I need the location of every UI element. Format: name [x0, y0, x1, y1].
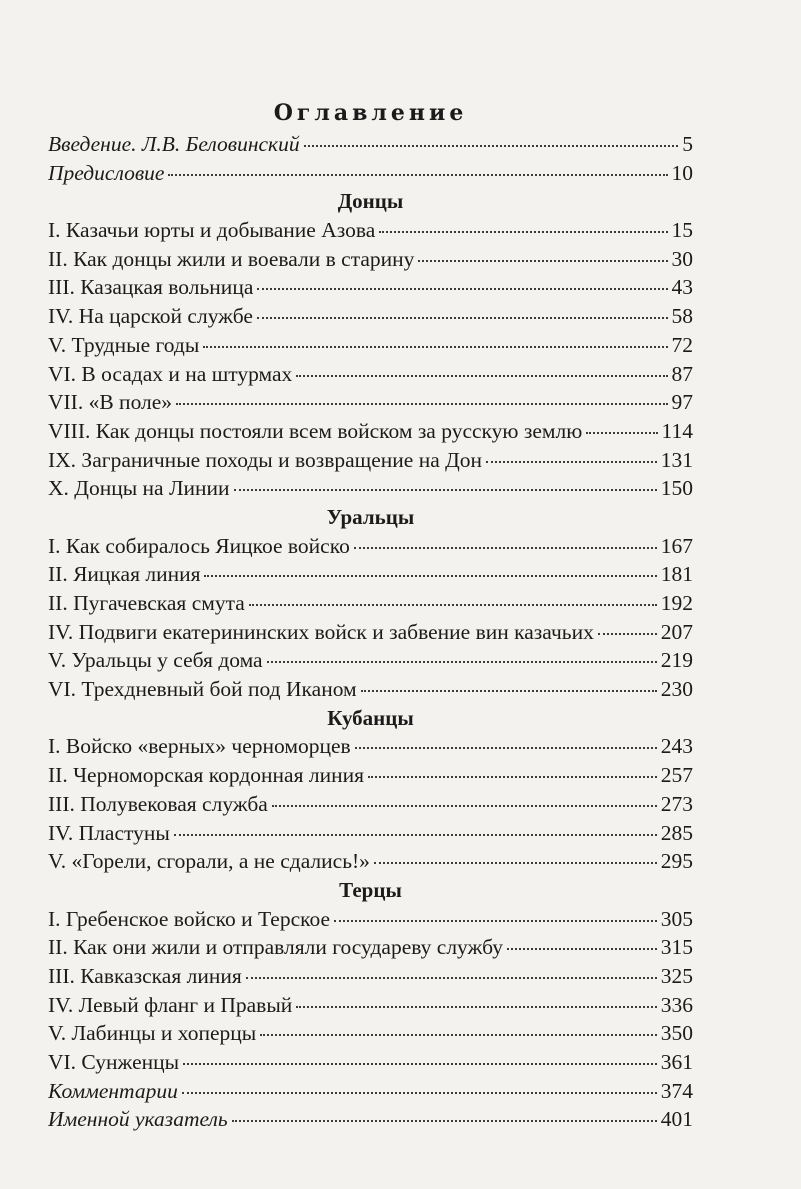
- toc-entry-page: 192: [660, 591, 693, 615]
- dot-leader: [234, 488, 657, 491]
- toc-entry-title: II. Как они жили и отправляли государеву службу: [48, 935, 503, 960]
- toc-entry-page: 374: [660, 1078, 693, 1103]
- toc-entry: [48, 331, 693, 360]
- toc-entry-title: I. Гребенское войско и Терское: [48, 906, 331, 931]
- toc-entry-title: IV. На царской службе: [48, 304, 253, 329]
- toc-entry-page: 285: [660, 820, 693, 845]
- toc-entry-page: 15: [671, 218, 693, 243]
- toc-entry: [48, 273, 693, 302]
- toc-entry-title: I. Казачьи юрты и добывание Азова: [48, 218, 376, 243]
- dot-leader: [204, 574, 656, 577]
- toc-entry-title: II. Яицкая линия: [48, 562, 201, 587]
- toc-entry-page: 257: [660, 763, 693, 788]
- toc-entry-title: V. Лабинцы и хоперцы: [48, 1021, 257, 1046]
- section-heading: Уральцы: [326, 504, 415, 529]
- toc-entry-page: 305: [660, 906, 693, 931]
- dot-leader: [368, 775, 657, 778]
- toc-entry-title: Введение. Л.В. Беловинский: [48, 132, 300, 156]
- toc-entry-title: V. «Горели, сгорали, а не сдались!»: [48, 849, 370, 874]
- toc-entry: [48, 245, 693, 274]
- toc-entry: [48, 159, 693, 188]
- dot-leader: [257, 316, 668, 319]
- toc-entry-title: V. Трудные годы: [48, 332, 200, 357]
- toc-entry: [48, 446, 693, 475]
- toc-entry-page: 43: [671, 275, 693, 300]
- toc-entry: [48, 761, 693, 790]
- dot-leader: [507, 947, 657, 950]
- dot-leader: [304, 144, 679, 147]
- toc-entry-page: 5: [682, 132, 693, 156]
- dot-leader: [272, 804, 657, 807]
- toc-entry-page: 273: [660, 791, 693, 816]
- toc-entry: [48, 560, 693, 589]
- toc-entry: [48, 905, 693, 934]
- dot-leader: [354, 546, 657, 549]
- dot-leader: [246, 976, 657, 979]
- toc-entry-title: VII. «В поле»: [48, 390, 173, 415]
- toc-entry-page: 150: [660, 476, 693, 501]
- toc-entry-title: Предисловие: [48, 160, 165, 185]
- toc-entry: [48, 388, 693, 417]
- toc-entry: [48, 1105, 693, 1134]
- toc-entry-page: 350: [660, 1021, 693, 1046]
- toc-entry: [48, 302, 693, 331]
- toc-entry-page: 72: [671, 332, 693, 357]
- section-heading: Терцы: [339, 877, 402, 902]
- toc-entry-page: 207: [660, 619, 693, 644]
- toc-entry-title: VI. В осадах и на штурмах: [48, 361, 293, 386]
- dot-leader: [486, 460, 657, 463]
- toc-entry: [48, 1019, 693, 1048]
- section-heading: Кубанцы: [327, 705, 414, 730]
- toc-entry-title: II. Как донцы жили и воевали в старину: [48, 246, 415, 271]
- toc-entry-title: Именной указатель: [48, 1107, 228, 1132]
- toc-entry-page: 97: [671, 390, 693, 415]
- dot-leader: [176, 402, 667, 405]
- toc-body: [48, 130, 693, 1134]
- toc-entry-title: VI. Трехдневный бой под Иканом: [48, 677, 357, 702]
- toc-entry-page: 401: [660, 1107, 693, 1132]
- toc-entry: [48, 675, 693, 704]
- toc-entry: [48, 216, 693, 245]
- toc-entry-title: II. Черноморская кордонная линия: [48, 763, 364, 788]
- toc-entry: [48, 991, 693, 1020]
- toc-entry: [48, 732, 693, 761]
- toc-entry-title: II. Пугачевская смута: [48, 591, 245, 615]
- toc-entry: [48, 1048, 693, 1077]
- toc-entry: [48, 532, 693, 561]
- toc-entry: [48, 1077, 693, 1106]
- dot-leader: [355, 746, 657, 749]
- toc-entry-page: 167: [660, 533, 693, 558]
- dot-leader: [379, 230, 667, 233]
- toc-entry: [48, 417, 693, 446]
- toc-entry-title: V. Уральцы у себя дома: [48, 648, 263, 673]
- dot-leader: [260, 1033, 657, 1036]
- toc-title: Оглавление: [273, 100, 468, 126]
- dot-leader: [267, 660, 657, 663]
- toc-page: [48, 96, 693, 1134]
- dot-leader: [182, 1091, 657, 1094]
- dot-leader: [174, 833, 657, 836]
- toc-entry: [48, 962, 693, 991]
- toc-entry-page: 361: [660, 1050, 693, 1074]
- toc-entry-page: 230: [660, 677, 693, 702]
- dot-leader: [296, 374, 667, 377]
- toc-entry-page: 295: [660, 849, 693, 874]
- toc-entry-page: 325: [660, 963, 693, 988]
- toc-entry: [48, 646, 693, 675]
- toc-entry-page: 87: [671, 361, 693, 386]
- dot-leader: [183, 1062, 657, 1065]
- dot-leader: [586, 431, 657, 434]
- toc-entry-title: III. Казацкая вольница: [48, 275, 254, 300]
- dot-leader: [598, 632, 657, 635]
- toc-entry-page: 181: [660, 562, 693, 587]
- toc-entry-page: 114: [661, 418, 693, 443]
- dot-leader: [361, 689, 657, 692]
- toc-entry: [48, 618, 693, 647]
- toc-entry-title: III. Кавказская линия: [48, 963, 242, 988]
- toc-entry-title: I. Как собиралось Яицкое войско: [48, 533, 350, 558]
- toc-entry-title: I. Войско «верных» черноморцев: [48, 734, 351, 759]
- toc-entry-page: 336: [660, 992, 693, 1017]
- toc-entry: [48, 790, 693, 819]
- dot-leader: [203, 345, 667, 348]
- toc-entry-page: 131: [660, 447, 693, 472]
- toc-entry-title: Комментарии: [48, 1078, 178, 1103]
- dot-leader: [232, 1119, 657, 1122]
- dot-leader: [168, 173, 667, 176]
- toc-entry-title: VIII. Как донцы постояли всем войском за русскую землю: [48, 418, 583, 443]
- toc-entry-title: IV. Левый фланг и Правый: [48, 992, 293, 1017]
- toc-entry: [48, 474, 693, 503]
- dot-leader: [296, 1005, 656, 1008]
- toc-entry-page: 219: [660, 648, 693, 673]
- toc-entry: [48, 360, 693, 389]
- toc-entry-page: 30: [671, 246, 693, 271]
- dot-leader: [374, 861, 657, 864]
- dot-leader: [257, 287, 667, 290]
- toc-entry-title: X. Донцы на Линии: [48, 476, 230, 501]
- toc-entry-title: IV. Пластуны: [48, 820, 170, 845]
- dot-leader: [418, 259, 667, 262]
- toc-entry-title: III. Полувековая служба: [48, 791, 268, 816]
- toc-entry-page: 243: [660, 734, 693, 759]
- toc-entry-page: 315: [660, 935, 693, 960]
- toc-entry-title: IV. Подвиги екатерининских войск и забвение вин казачьих: [48, 619, 594, 644]
- toc-entry: [48, 847, 693, 876]
- dot-leader: [334, 919, 657, 922]
- toc-entry-page: 10: [671, 160, 693, 185]
- toc-entry: [48, 819, 693, 848]
- dot-leader: [249, 603, 657, 606]
- toc-entry-title: VI. Сунженцы: [48, 1050, 180, 1074]
- toc-entry-title: IX. Заграничные походы и возвращение на Дон: [48, 447, 483, 472]
- section-heading: Донцы: [337, 189, 404, 214]
- toc-entry: [48, 589, 693, 618]
- toc-entry: [48, 933, 693, 962]
- toc-entry-page: 58: [671, 304, 693, 329]
- toc-entry: [48, 130, 693, 159]
